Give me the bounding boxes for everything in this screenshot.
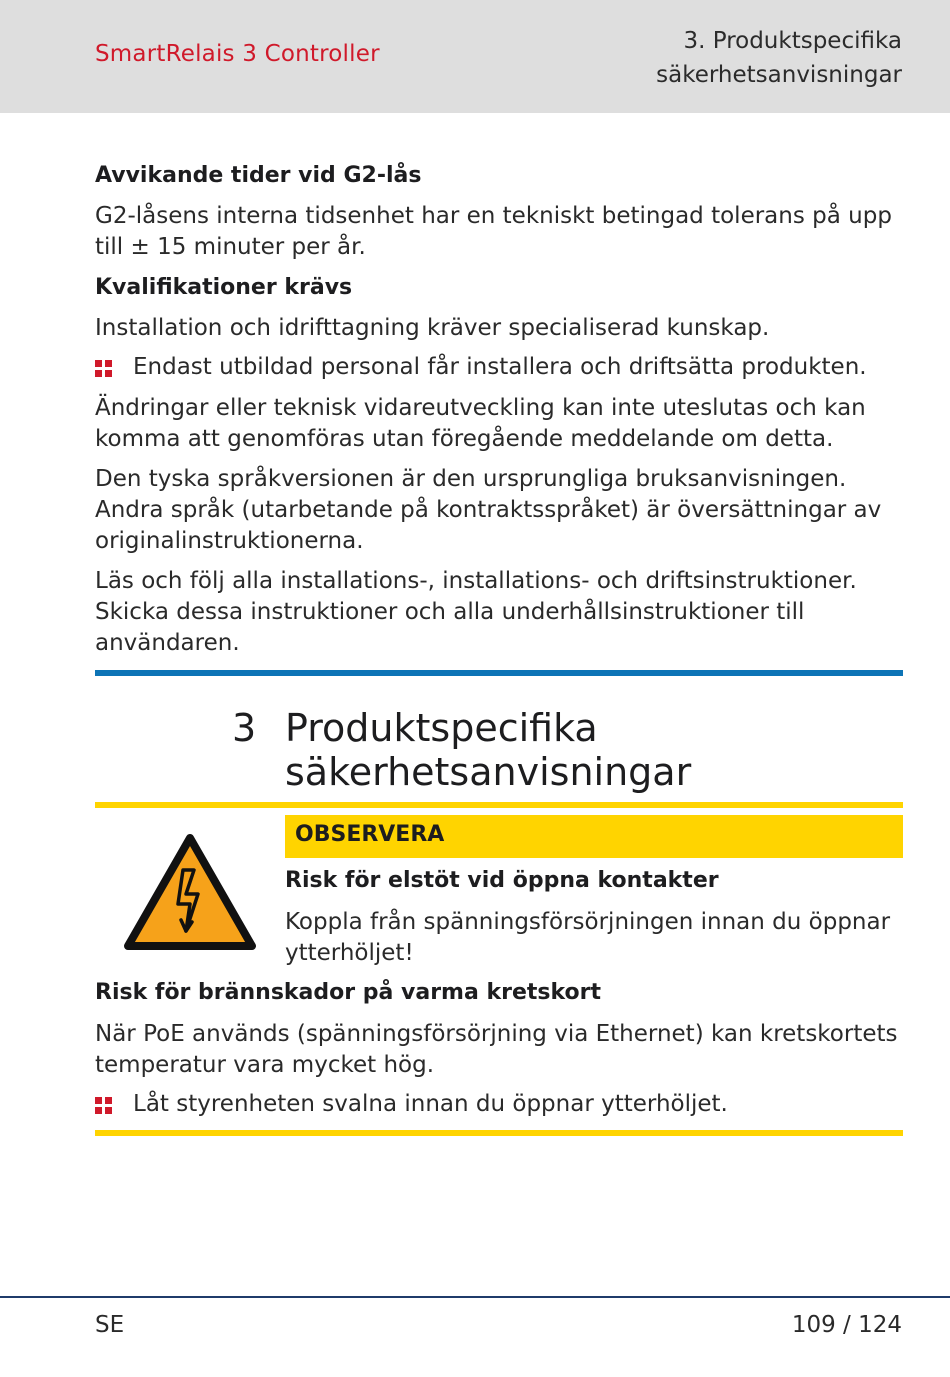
list-item-qualifications [95,352,903,383]
paragraph-deviating-times: G2-låsens interna tidsenhet har en tekniskt betingad tolerans på upp till ± 15 minuter per år. [95,203,892,260]
section-divider-blue [95,670,903,676]
chapter-title-line1: 3. Produktspecifika [683,28,902,54]
chapter-title [656,24,902,92]
list-item-burn [95,1089,903,1120]
footer-page-number: 109 / 124 [791,1312,902,1338]
section-title [285,706,691,794]
bullet-icon [95,352,133,377]
paragraph-language: Den tyska språkversionen är den ursprungliga bruksanvisningen. Andra språk (utarbetande på kontraktsspråket) är översättningar av originalinstruktionerna. [95,466,882,554]
footer-language: SE [95,1312,125,1338]
section-number: 3 [232,706,257,750]
list-item-text: Endast utbildad personal får installera och driftsätta produkten. [133,354,867,380]
section-title-line2: säkerhetsanvisningar [285,750,692,794]
bullet-icon [95,1089,133,1114]
heading-qualifications: Kvalifikationer krävs [95,275,353,300]
heading-shock-risk: Risk för elstöt vid öppna kontakter [285,868,719,893]
notice-label-bar [285,815,903,858]
footer-rule [0,1296,950,1298]
page-header [0,0,950,113]
paragraph-shock-risk: Koppla från spänningsförsörjningen innan du öppnar ytterhöljet! [285,909,891,966]
list-item-text: Låt styrenheten svalna innan du öppnar ytterhöljet. [133,1091,728,1117]
section-title-line1: Produktspecifika [285,706,598,750]
notice-divider-top [95,802,903,808]
heading-deviating-times: Avvikande tider vid G2-lås [95,163,422,188]
notice-label: OBSERVERA [295,822,445,847]
paragraph-qualifications: Installation och idrifttagning kräver specialiserad kunskap. [95,315,770,341]
notice-divider-bottom [95,1130,903,1136]
brand-title: SmartRelais 3 Controller [95,41,380,67]
electric-hazard-icon [122,832,258,956]
paragraph-burn-risk: När PoE används (spänningsförsörjning via Ethernet) kan kretskortets temperatur vara mycket hög. [95,1021,898,1078]
heading-burn-risk: Risk för brännskador på varma kretskort [95,980,602,1005]
paragraph-changes: Ändringar eller teknisk vidareutveckling kan inte uteslutas och kan komma att genomföras utan föregående meddelande om detta. [95,395,866,452]
paragraph-read-instructions: Läs och följ alla installations-, installations- och driftsinstruktioner. Skicka dessa instruktioner och alla underhållsinstruktioner till användaren. [95,568,857,656]
chapter-title-line2: säkerhetsanvisningar [656,62,902,88]
